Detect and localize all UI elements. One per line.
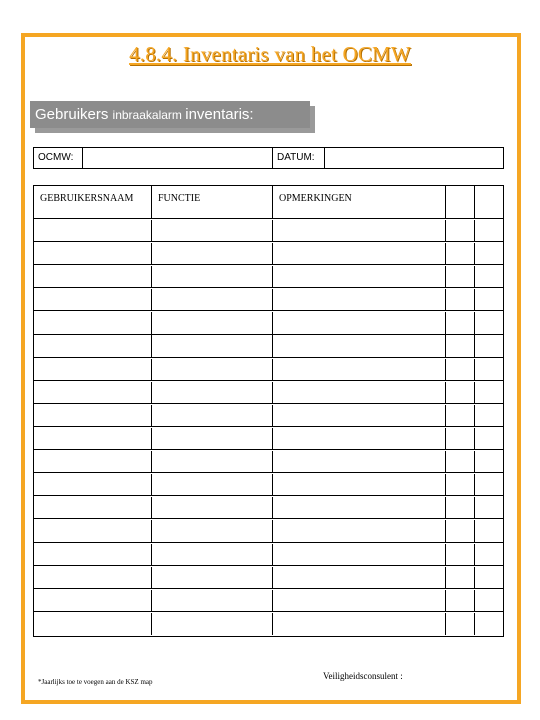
gebruikersnaam-cell[interactable] bbox=[34, 544, 152, 566]
opmerkingen-cell[interactable] bbox=[273, 335, 446, 357]
check-cell-2[interactable] bbox=[475, 520, 503, 542]
header-gebruikersnaam: GEBRUIKERSNAAM bbox=[34, 186, 152, 219]
check-cell-1[interactable] bbox=[446, 428, 475, 450]
check-cell-2[interactable] bbox=[475, 266, 503, 288]
check-cell-2[interactable] bbox=[475, 335, 503, 357]
check-cell-2[interactable] bbox=[475, 497, 503, 519]
check-cell-1[interactable] bbox=[446, 266, 475, 288]
gebruikersnaam-cell[interactable] bbox=[34, 613, 152, 635]
opmerkingen-cell[interactable] bbox=[273, 289, 446, 311]
check-cell-2[interactable] bbox=[475, 428, 503, 450]
functie-cell[interactable] bbox=[152, 544, 273, 566]
opmerkingen-cell[interactable] bbox=[273, 428, 446, 450]
opmerkingen-cell[interactable] bbox=[273, 590, 446, 612]
functie-cell[interactable] bbox=[152, 567, 273, 589]
functie-cell[interactable] bbox=[152, 359, 273, 381]
functie-cell[interactable] bbox=[152, 382, 273, 404]
check-cell-2[interactable] bbox=[475, 590, 503, 612]
check-cell-1[interactable] bbox=[446, 497, 475, 519]
gebruikersnaam-cell[interactable] bbox=[34, 451, 152, 473]
opmerkingen-cell[interactable] bbox=[273, 312, 446, 334]
functie-cell[interactable] bbox=[152, 312, 273, 334]
header-functie: FUNCTIE bbox=[152, 186, 273, 219]
ocmw-label: OCMW: bbox=[34, 148, 83, 168]
consultant-label: Veiligheidsconsulent : bbox=[323, 671, 403, 681]
header-opmerkingen: OPMERKINGEN bbox=[273, 186, 446, 219]
gebruikersnaam-cell[interactable] bbox=[34, 335, 152, 357]
gebruikersnaam-cell[interactable] bbox=[34, 243, 152, 265]
check-cell-1[interactable] bbox=[446, 359, 475, 381]
gebruikersnaam-cell[interactable] bbox=[34, 312, 152, 334]
check-cell-1[interactable] bbox=[446, 567, 475, 589]
check-cell-2[interactable] bbox=[475, 613, 503, 635]
check-cell-1[interactable] bbox=[446, 335, 475, 357]
gebruikersnaam-cell[interactable] bbox=[34, 382, 152, 404]
gebruikersnaam-cell[interactable] bbox=[34, 497, 152, 519]
check-cell-1[interactable] bbox=[446, 289, 475, 311]
check-cell-2[interactable] bbox=[475, 243, 503, 265]
check-cell-1[interactable] bbox=[446, 405, 475, 427]
check-cell-1[interactable] bbox=[446, 220, 475, 242]
check-cell-2[interactable] bbox=[475, 567, 503, 589]
gebruikersnaam-cell[interactable] bbox=[34, 289, 152, 311]
opmerkingen-cell[interactable] bbox=[273, 266, 446, 288]
check-cell-2[interactable] bbox=[475, 405, 503, 427]
gebruikersnaam-cell[interactable] bbox=[34, 428, 152, 450]
check-cell-2[interactable] bbox=[475, 359, 503, 381]
header-check-1 bbox=[446, 186, 475, 219]
check-cell-2[interactable] bbox=[475, 474, 503, 496]
page-title: 4.8.4. Inventaris van het OCMW bbox=[129, 42, 411, 66]
ocmw-field[interactable] bbox=[83, 148, 273, 168]
section-subtitle bbox=[30, 101, 310, 128]
functie-cell[interactable] bbox=[152, 243, 273, 265]
check-cell-2[interactable] bbox=[475, 312, 503, 334]
functie-cell[interactable] bbox=[152, 289, 273, 311]
functie-cell[interactable] bbox=[152, 497, 273, 519]
functie-cell[interactable] bbox=[152, 613, 273, 635]
opmerkingen-cell[interactable] bbox=[273, 243, 446, 265]
opmerkingen-cell[interactable] bbox=[273, 405, 446, 427]
inventory-table bbox=[33, 185, 504, 637]
functie-cell[interactable] bbox=[152, 335, 273, 357]
functie-cell[interactable] bbox=[152, 474, 273, 496]
subtitle-main: Gebruikers bbox=[35, 106, 113, 123]
opmerkingen-cell[interactable] bbox=[273, 474, 446, 496]
check-cell-1[interactable] bbox=[446, 544, 475, 566]
gebruikersnaam-cell[interactable] bbox=[34, 220, 152, 242]
check-cell-2[interactable] bbox=[475, 382, 503, 404]
gebruikersnaam-cell[interactable] bbox=[34, 405, 152, 427]
functie-cell[interactable] bbox=[152, 220, 273, 242]
gebruikersnaam-cell[interactable] bbox=[34, 520, 152, 542]
opmerkingen-cell[interactable] bbox=[273, 520, 446, 542]
opmerkingen-cell[interactable] bbox=[273, 544, 446, 566]
footnote: *Jaarlijks toe te voegen aan de KSZ map bbox=[38, 678, 153, 686]
header-check-2 bbox=[475, 186, 503, 219]
gebruikersnaam-cell[interactable] bbox=[34, 266, 152, 288]
check-cell-1[interactable] bbox=[446, 451, 475, 473]
gebruikersnaam-cell[interactable] bbox=[34, 359, 152, 381]
opmerkingen-cell[interactable] bbox=[273, 497, 446, 519]
subtitle-tail: inventaris: bbox=[185, 106, 254, 123]
functie-cell[interactable] bbox=[152, 428, 273, 450]
gebruikersnaam-cell[interactable] bbox=[34, 590, 152, 612]
opmerkingen-cell[interactable] bbox=[273, 613, 446, 635]
opmerkingen-cell[interactable] bbox=[273, 359, 446, 381]
functie-cell[interactable] bbox=[152, 266, 273, 288]
opmerkingen-cell[interactable] bbox=[273, 567, 446, 589]
gebruikersnaam-cell[interactable] bbox=[34, 567, 152, 589]
check-cell-2[interactable] bbox=[475, 289, 503, 311]
functie-cell[interactable] bbox=[152, 590, 273, 612]
functie-cell[interactable] bbox=[152, 405, 273, 427]
check-cell-1[interactable] bbox=[446, 474, 475, 496]
opmerkingen-cell[interactable] bbox=[273, 220, 446, 242]
check-cell-2[interactable] bbox=[475, 451, 503, 473]
check-cell-1[interactable] bbox=[446, 312, 475, 334]
functie-cell[interactable] bbox=[152, 451, 273, 473]
gebruikersnaam-cell[interactable] bbox=[34, 474, 152, 496]
functie-cell[interactable] bbox=[152, 520, 273, 542]
check-cell-1[interactable] bbox=[446, 243, 475, 265]
opmerkingen-cell[interactable] bbox=[273, 451, 446, 473]
check-cell-1[interactable] bbox=[446, 382, 475, 404]
datum-label: DATUM: bbox=[273, 148, 325, 168]
check-cell-1[interactable] bbox=[446, 520, 475, 542]
check-cell-2[interactable] bbox=[475, 220, 503, 242]
datum-field[interactable] bbox=[325, 148, 503, 168]
meta-row bbox=[33, 147, 504, 169]
subtitle-small: inbraakalarm bbox=[112, 108, 186, 122]
opmerkingen-cell[interactable] bbox=[273, 382, 446, 404]
check-cell-1[interactable] bbox=[446, 590, 475, 612]
check-cell-2[interactable] bbox=[475, 544, 503, 566]
check-cell-1[interactable] bbox=[446, 613, 475, 635]
